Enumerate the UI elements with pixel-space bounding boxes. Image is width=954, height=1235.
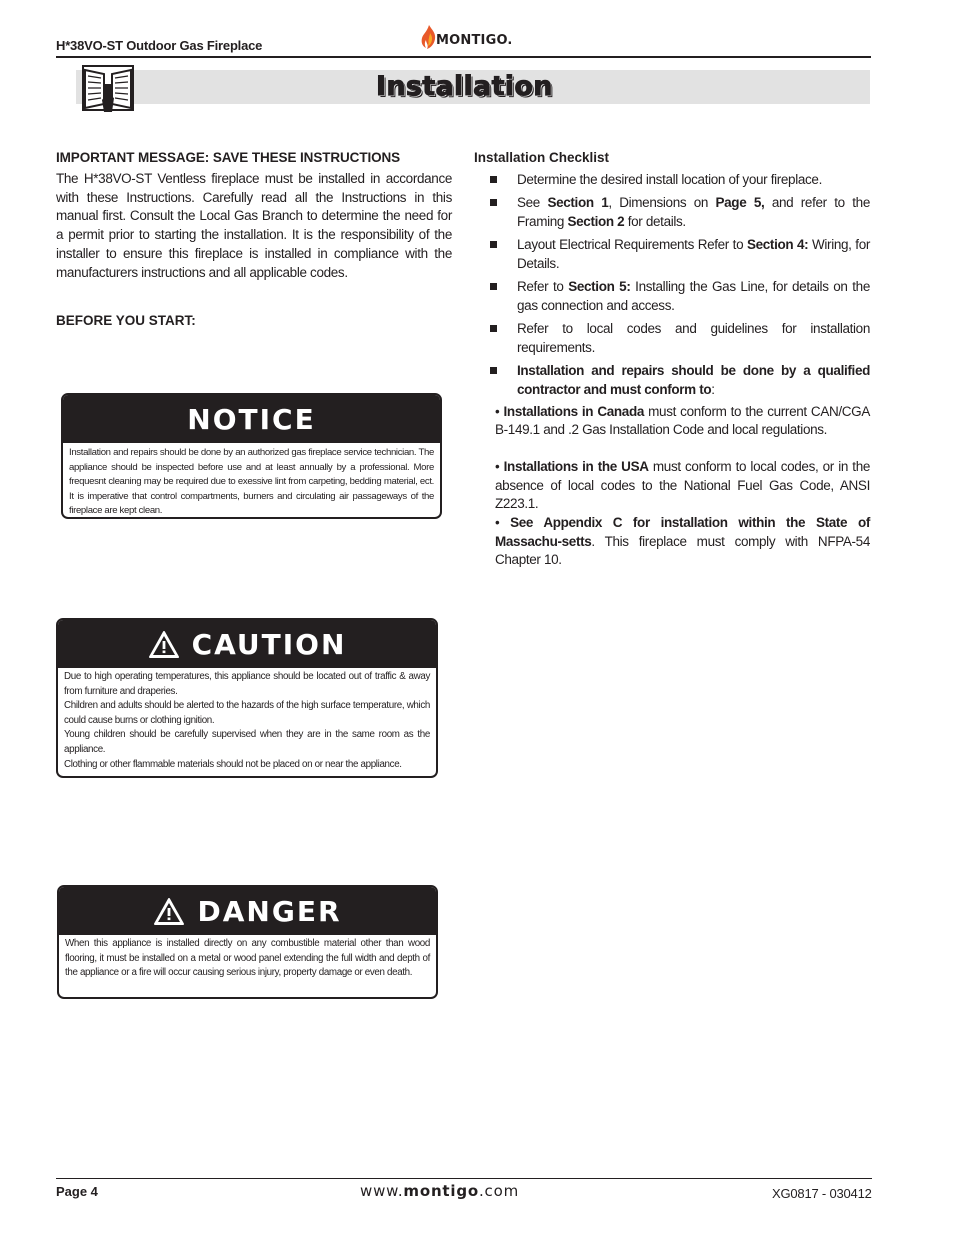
document-code: XG0817 - 030412 [772,1186,872,1201]
website-url: www.montigo.com [360,1182,519,1200]
before-you-start-heading: BEFORE YOU START: [56,313,196,328]
footer-divider [56,1178,872,1179]
warning-triangle-icon [148,630,180,659]
checklist-item: Refer to local codes and guidelines for installation requirements. [474,319,870,358]
caution-line: Young children should be carefully supervised when they are in the same room as the appliance. [64,729,430,755]
danger-text: When this appliance is installed directly on any combustible material other than wood flooring, it must be installed on a metal or wood panel extending the full width and depth of the appliance or a fire will occur causing serious injury, property damage or even death. [65,938,430,979]
notice-header [63,395,440,443]
square-bullet-icon [490,367,497,374]
massachusetts-note: • See Appendix C for installation within the State of Massachu-setts. This fireplace must comply with NFPA-54 Chapter 10. [495,515,870,568]
caution-box [56,618,438,778]
section-title: Installation [376,71,553,102]
notice-title: NOTICE [187,402,316,436]
important-heading: IMPORTANT MESSAGE: SAVE THESE INSTRUCTIONS [56,150,401,165]
square-bullet-icon [490,199,497,206]
danger-title: DANGER [197,894,342,928]
caution-header [58,620,436,668]
warning-triangle-icon [153,897,185,926]
usa-note: • Installations in the USA must conform to local codes, or in the absence of local codes to the National Fuel Gas Code, ANSI Z223.1. [495,458,871,512]
caution-line: Children and adults should be alerted to the hazards of the high surface temperature, which could cause burns or clothing ignition. [64,700,430,726]
notice-text: Installation and repairs should be done by an authorized gas fireplace service technician. The appliance should be inspected before use and at least annually by a professional. More frequesnt cleaning may be required due to exessive lint from carpeting, bedding material, ect. It is imperative that control compartments, burners and circulating air passageways of the fireplace are kept clean. [69,447,434,517]
square-bullet-icon [490,176,497,183]
square-bullet-icon [490,283,497,290]
document-title: H*38VO-ST Outdoor Gas Fireplace [56,38,263,53]
checklist-item: Refer to Section 5: Installing the Gas Line, for details on the gas connection and access. [474,277,870,316]
checklist-item: Layout Electrical Requirements Refer to Section 4: Wiring, for Details. [474,235,870,274]
caution-line: Due to high operating temperatures, this appliance should be located out of traffic & away from furniture and draperies. [64,671,430,697]
checklist-item: Determine the desired install location of your fireplace. [474,170,870,190]
right-column [474,150,870,570]
fireplace-doors-icon [80,64,136,114]
checklist-item: Installation and repairs should be done by a qualified contractor and must conform to: [474,361,870,400]
page-number: Page 4 [56,1184,98,1199]
important-text: The H*38VO-ST Ventless fireplace must be installed in accordance with these Instructions. Carefully read all the Instructions in this manual first. Consult the Local Gas Branch to determine the need for a permit prior to starting the installation. It is the responsibility of the installer to ensure this fireplace is installed in compliance with the manufacturers instructions and all applicable codes. [56,171,452,280]
notice-box [61,393,442,519]
checklist-item: See Section 1, Dimensions on Page 5, and refer to the Framing Section 2 for details. [474,193,870,232]
square-bullet-icon [490,241,497,248]
spacer [474,440,870,458]
danger-header [59,887,436,935]
montigo-logo [420,24,513,50]
header-divider [56,56,871,58]
danger-box [57,885,438,999]
canada-note: • Installations in Canada must conform to the current CAN/CGA B-149.1 and .2 Gas Installation Code and local regulations. [495,403,870,438]
square-bullet-icon [490,325,497,332]
checklist-heading: Installation Checklist [474,150,610,165]
caution-text [58,668,436,775]
caution-line: Clothing or other flammable materials should not be placed on or near the appliance. [64,758,402,770]
caution-title: CAUTION [191,627,347,661]
checklist [474,170,870,400]
left-column [56,150,452,282]
logo-wordmark: MONTIGO. [436,33,513,48]
